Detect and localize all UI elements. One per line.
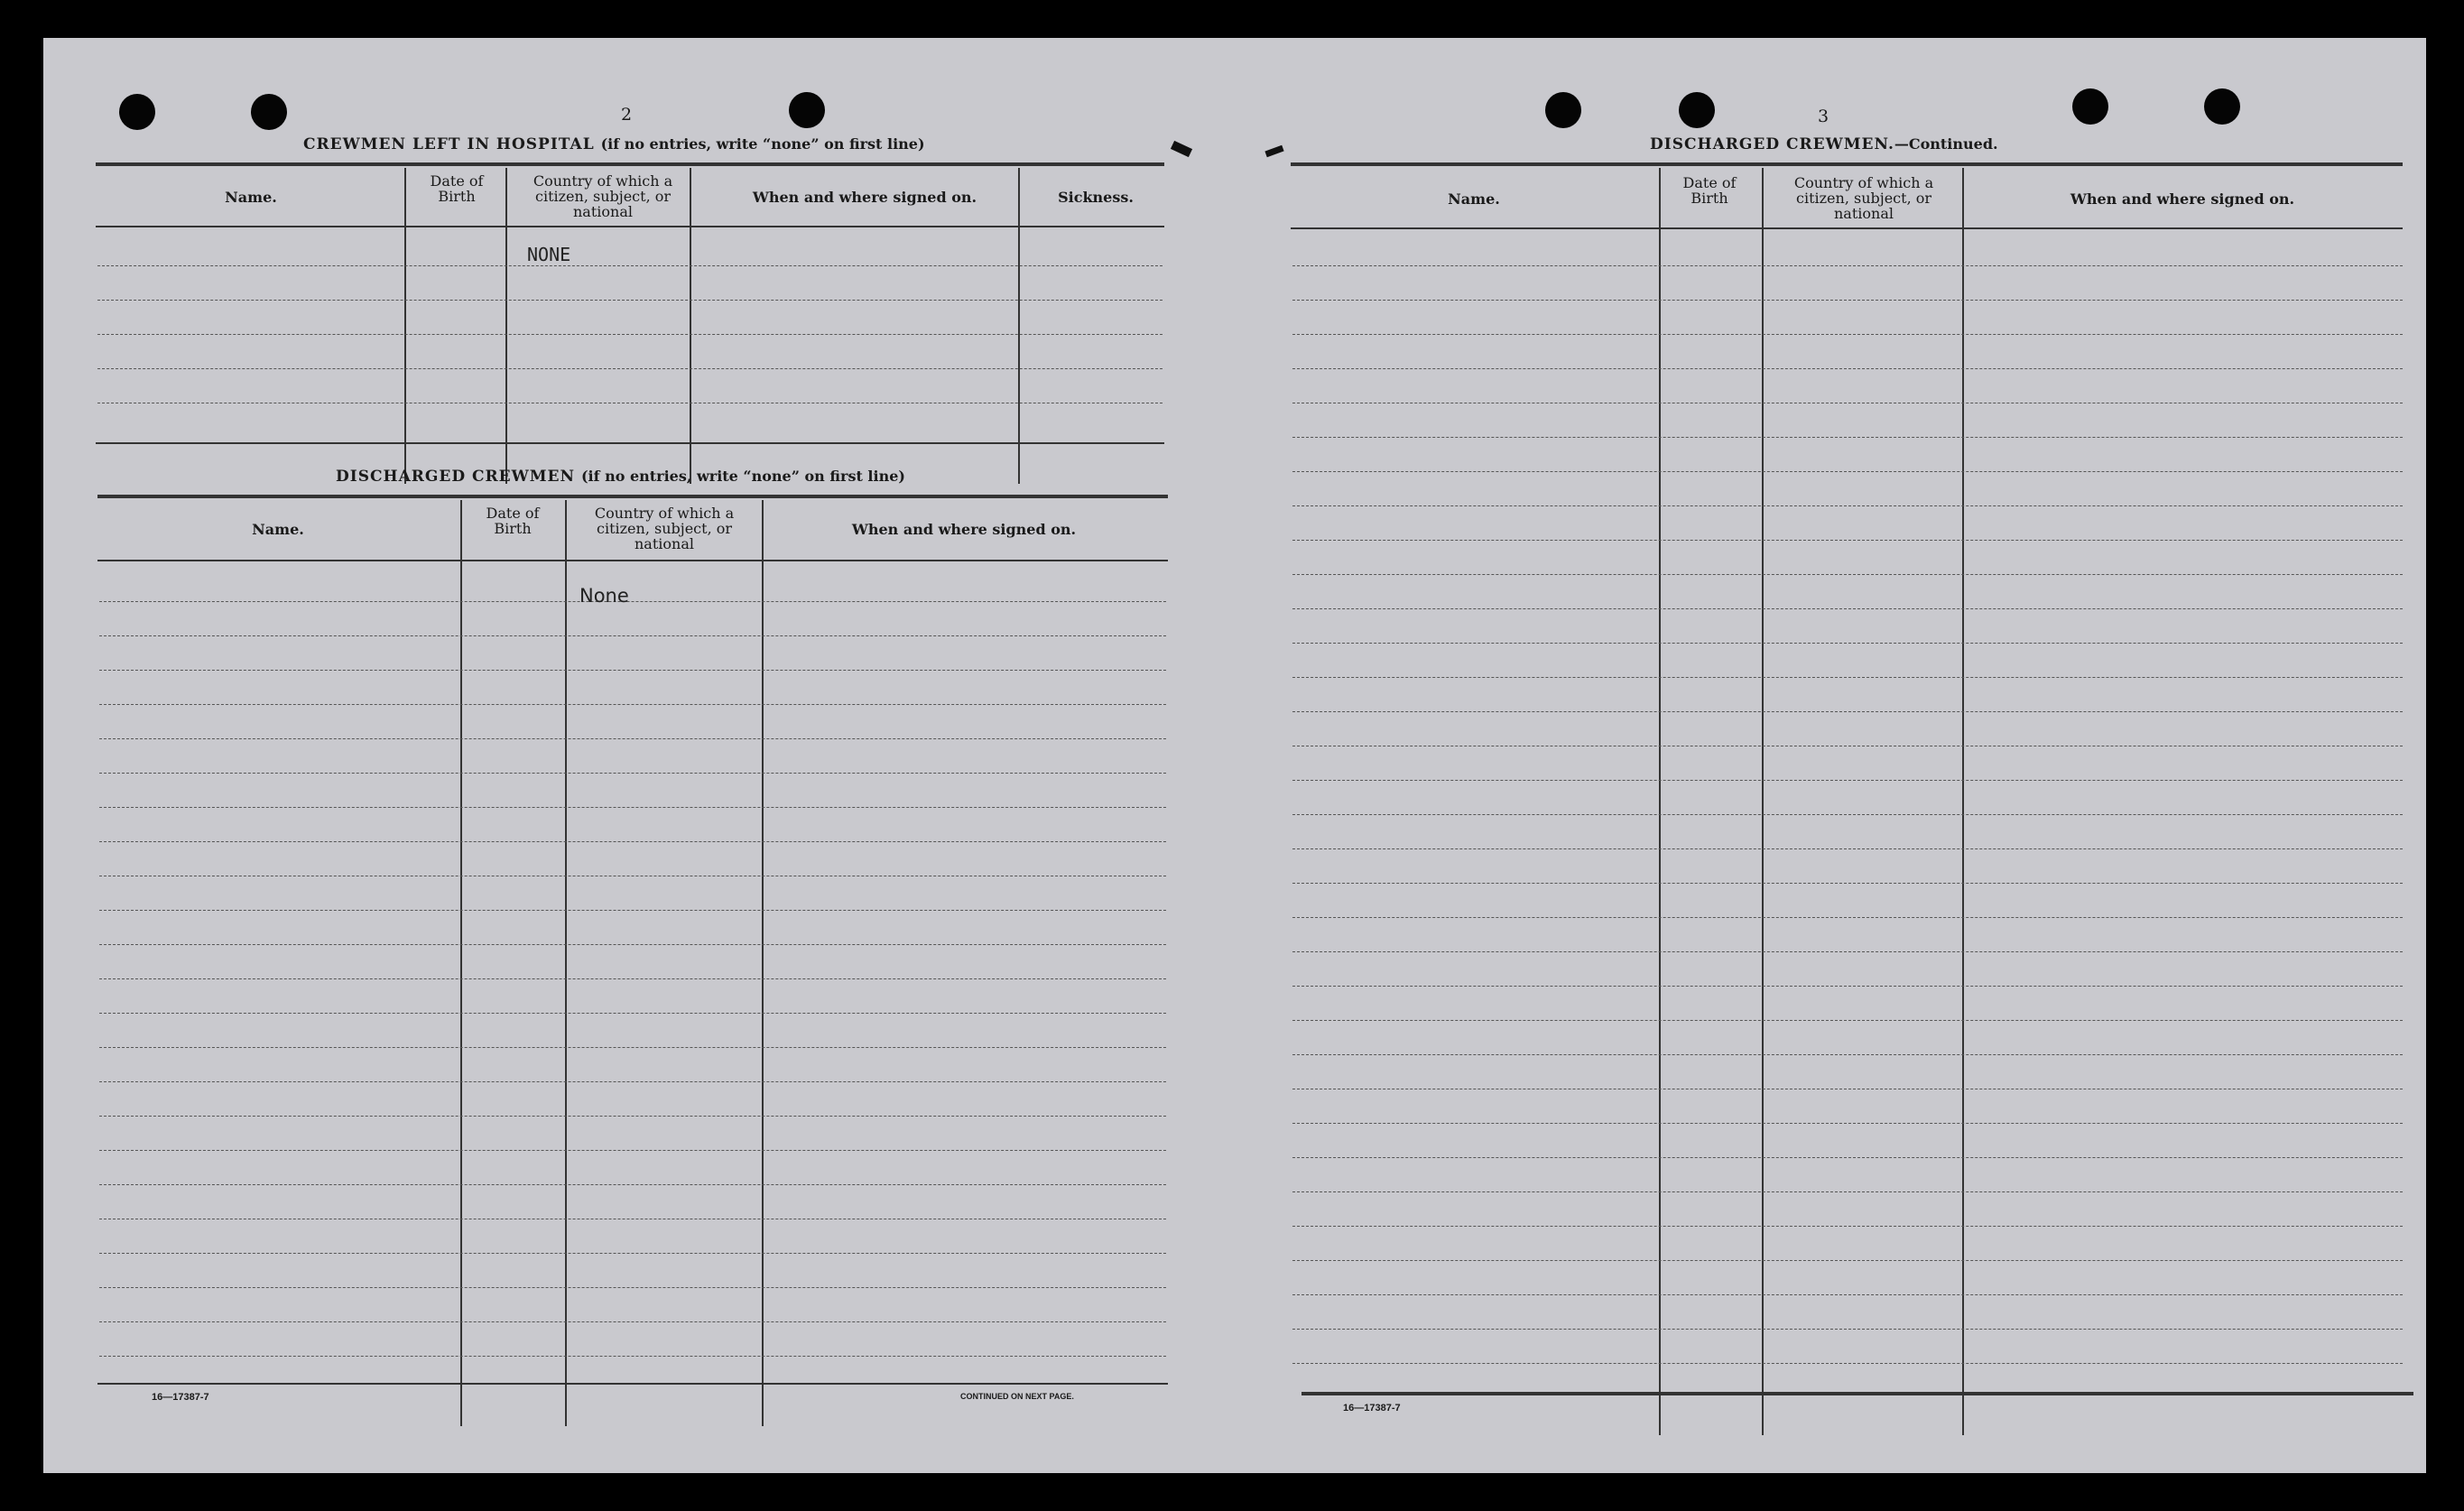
discharged-subtitle: (if no entries, write “none” on first line) (580, 468, 905, 485)
ruled-line (1292, 608, 2403, 609)
punch-hole (251, 94, 287, 130)
discharged-title: DISCHARGED CREWMEN (336, 468, 576, 486)
ruled-line (97, 368, 1163, 369)
ruled-line (1292, 300, 2403, 301)
page-number-left: 2 (621, 105, 633, 125)
ruled-line (1292, 1020, 2403, 1021)
punch-hole (1545, 92, 1581, 128)
form-number-right: 16—17387-7 (1343, 1403, 1401, 1414)
ruled-line (99, 704, 1166, 705)
ruled-line (99, 1047, 1166, 1048)
discharged-col-dob: Date of Birth (486, 505, 540, 537)
ruled-line (1292, 986, 2403, 987)
ink-speck (1171, 141, 1192, 157)
punch-hole (789, 92, 825, 128)
page-number-right: 3 (1818, 107, 1829, 126)
ruled-line (99, 978, 1166, 979)
right-col-divider (1762, 168, 1764, 1435)
ledger-sheet (43, 38, 2426, 1473)
hospital-title: CREWMEN LEFT IN HOSPITAL (303, 135, 595, 153)
ruled-line (99, 1321, 1166, 1322)
hospital-col-sickness: Sickness. (1058, 189, 1134, 206)
discharged-col-signed: When and where signed on. (851, 521, 1077, 538)
punch-hole (2072, 88, 2108, 125)
continued-note: CONTINUED ON NEXT PAGE. (960, 1392, 1074, 1401)
ruled-line (1292, 540, 2403, 541)
hospital-col-signed: When and where signed on. (752, 189, 977, 206)
ruled-line (1292, 1191, 2403, 1192)
ruled-line (1292, 368, 2403, 369)
right-col-divider (1659, 168, 1661, 1435)
discharged-bottom-rule (97, 1383, 1168, 1385)
ruled-line (97, 334, 1163, 335)
discharged-entry-none: None (579, 585, 629, 607)
ruled-line (99, 1081, 1166, 1082)
ruled-line (99, 841, 1166, 842)
discharged-col-country: Country of which a citizen, subject, or national (594, 505, 735, 552)
ruled-line (1292, 1329, 2403, 1330)
right-section-title (1650, 135, 1998, 153)
hospital-top-rule (96, 162, 1164, 166)
right-header-rule (1291, 227, 2403, 229)
ruled-line (1292, 1123, 2403, 1124)
ruled-line (99, 1356, 1166, 1357)
ruled-line (97, 265, 1163, 266)
ruled-line (1292, 848, 2403, 849)
right-col-dob: Date of Birth (1682, 174, 1737, 207)
right-col-name: Name. (1448, 190, 1500, 208)
ruled-line (1292, 814, 2403, 815)
ruled-line (1292, 951, 2403, 952)
hospital-col-dob: Date of Birth (430, 172, 484, 205)
ruled-line (99, 1013, 1166, 1014)
ruled-line (97, 300, 1163, 301)
punch-hole (1679, 92, 1715, 128)
hospital-section-title (303, 135, 925, 153)
discharged-header-rule (97, 560, 1168, 561)
ruled-line (1292, 780, 2403, 781)
ruled-line (1292, 471, 2403, 472)
hospital-col-name: Name. (225, 189, 277, 206)
ruled-line (99, 944, 1166, 945)
hospital-entry-none: NONE (527, 244, 571, 265)
right-bottom-rule (1301, 1392, 2413, 1395)
ruled-line (1292, 1226, 2403, 1227)
ruled-line (1292, 1260, 2403, 1261)
ruled-line (99, 910, 1166, 911)
ruled-line (1292, 1294, 2403, 1295)
right-title: DISCHARGED CREWMEN. (1650, 135, 1894, 153)
right-top-rule (1291, 162, 2403, 166)
hospital-col-divider (505, 168, 507, 484)
hospital-bottom-rule (96, 442, 1164, 444)
ruled-line (1292, 917, 2403, 918)
right-col-country: Country of which a citizen, subject, or national (1793, 174, 1934, 222)
ruled-line (99, 807, 1166, 808)
hospital-col-divider (1018, 168, 1020, 484)
ruled-line (1292, 677, 2403, 678)
ruled-line (1292, 265, 2403, 266)
ruled-line (99, 738, 1166, 739)
discharged-col-name: Name. (252, 521, 304, 538)
ruled-line (1292, 437, 2403, 438)
ruled-line (99, 1184, 1166, 1185)
hospital-subtitle: (if no entries, write “none” on first line) (600, 135, 925, 153)
ruled-line (99, 1287, 1166, 1288)
ruled-line (1292, 574, 2403, 575)
ink-speck (1264, 145, 1283, 157)
discharged-section-title (336, 468, 905, 486)
ruled-line (1292, 883, 2403, 884)
hospital-col-country: Country of which a citizen, subject, or national (533, 172, 673, 220)
ruled-line (99, 635, 1166, 636)
right-col-divider (1962, 168, 1964, 1435)
ruled-line (99, 1150, 1166, 1151)
ruled-line (99, 670, 1166, 671)
ruled-line (1292, 1054, 2403, 1055)
right-col-signed: When and where signed on. (2070, 190, 2295, 208)
ruled-line (99, 601, 1166, 602)
ruled-line (1292, 505, 2403, 506)
ruled-line (1292, 1363, 2403, 1364)
ruled-line (1292, 643, 2403, 644)
hospital-col-divider (404, 168, 406, 484)
ruled-line (99, 1253, 1166, 1254)
form-number-left: 16—17387-7 (152, 1392, 209, 1403)
punch-hole (119, 94, 155, 130)
ruled-line (99, 1116, 1166, 1117)
hospital-col-divider (690, 168, 691, 484)
right-subtitle: —Continued. (1894, 135, 1998, 153)
ruled-line (1292, 711, 2403, 712)
ruled-line (99, 773, 1166, 774)
hospital-header-rule (96, 226, 1164, 227)
punch-hole (2204, 88, 2240, 125)
ruled-line (1292, 334, 2403, 335)
discharged-top-rule (97, 495, 1168, 498)
ruled-line (1292, 1157, 2403, 1158)
